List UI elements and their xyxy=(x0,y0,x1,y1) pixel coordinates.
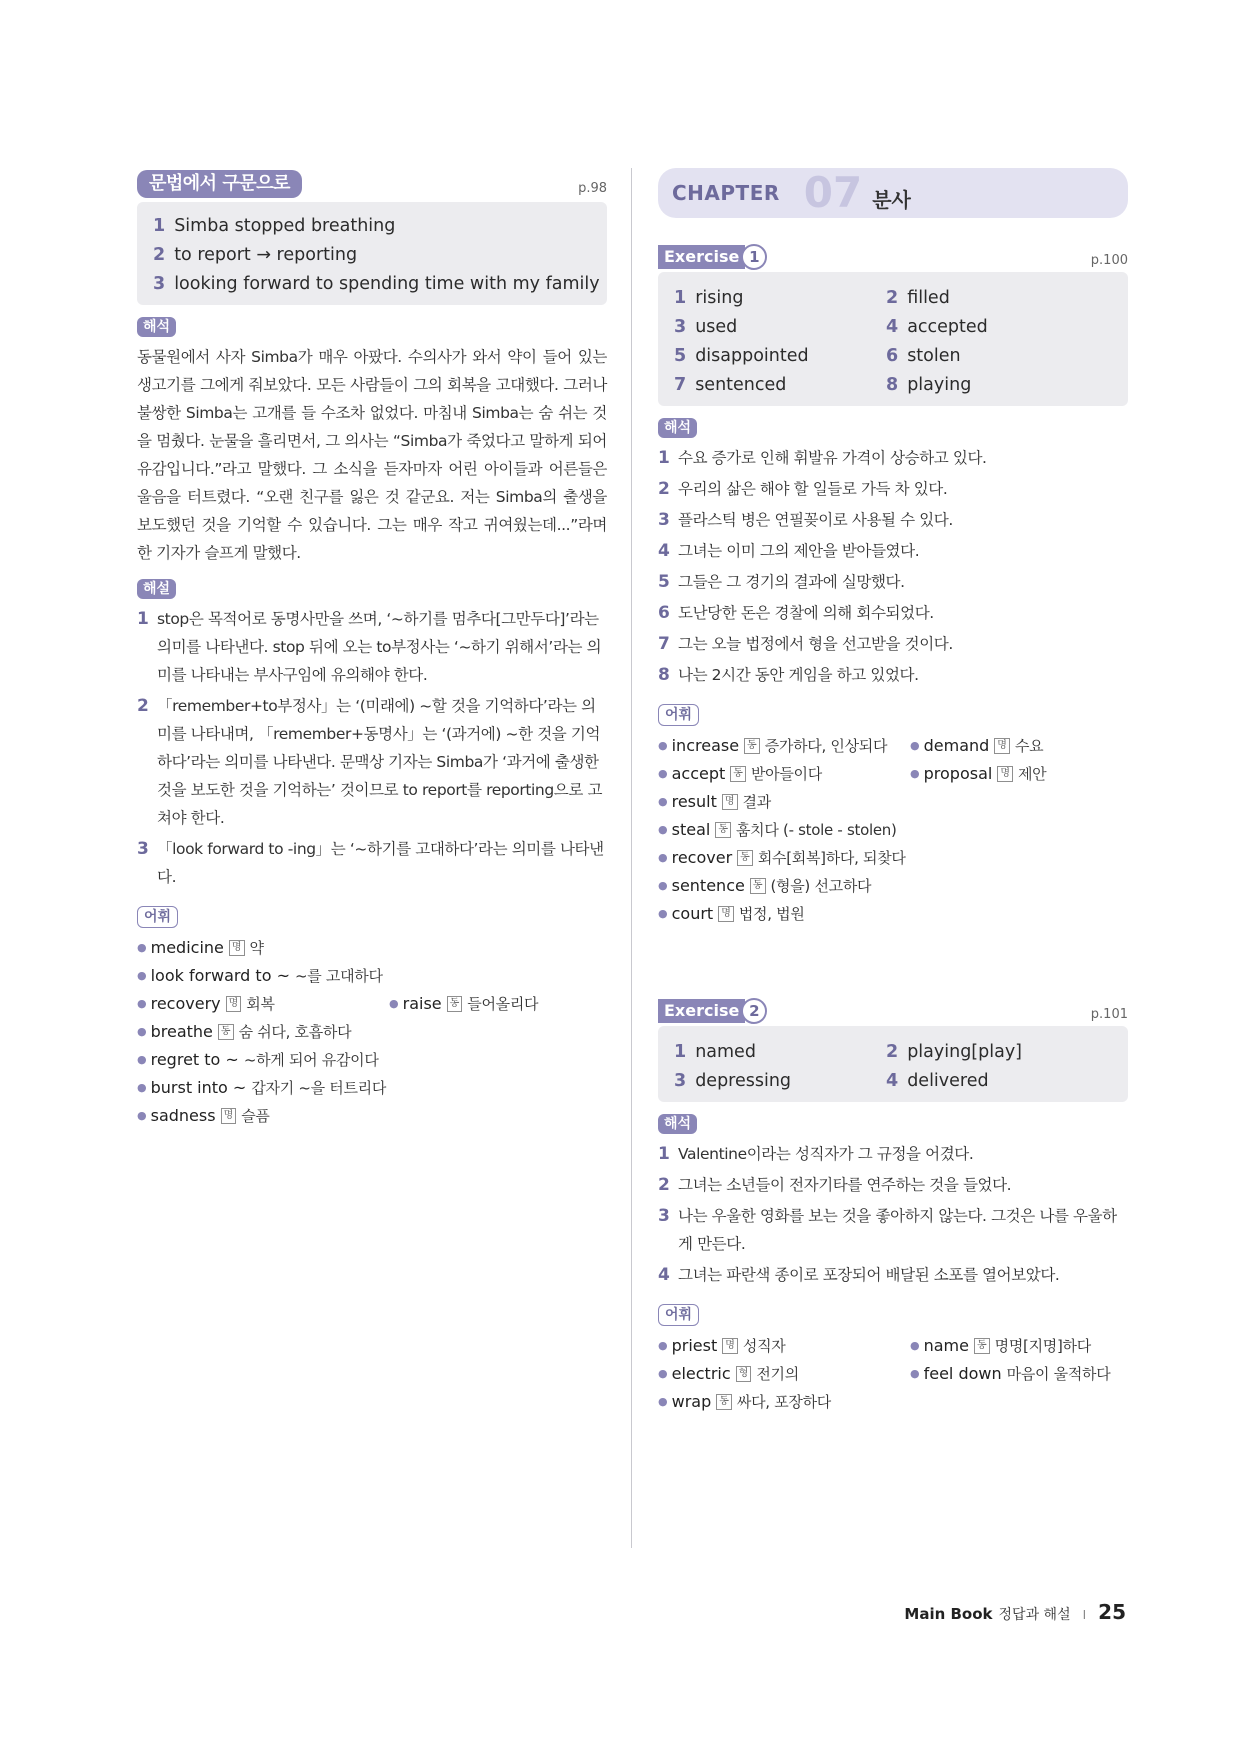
answer-number: 6 xyxy=(886,346,899,366)
answer-text: delivered xyxy=(907,1071,989,1091)
answer-row xyxy=(886,342,1112,371)
vocab-meaning: 회복 xyxy=(246,995,275,1013)
vocab-word: demand xyxy=(923,736,990,755)
vocab-item xyxy=(658,788,771,816)
part-of-speech-badge: 명 xyxy=(722,1338,738,1354)
vocab-word: electric xyxy=(671,1364,731,1383)
vocab-meaning: 싸다, 포장하다 xyxy=(736,1393,831,1411)
part-of-speech-badge: 동 xyxy=(447,996,463,1012)
explanation-number: 2 xyxy=(137,696,149,716)
answer-number: 3 xyxy=(674,1071,687,1091)
part-of-speech-badge: 동 xyxy=(218,1024,234,1040)
translation-item xyxy=(658,1261,1128,1289)
vocab-item xyxy=(910,760,1046,788)
vocab-meaning: 증가하다, 인상되다 xyxy=(764,737,888,755)
vocab-item xyxy=(137,1018,351,1046)
translation-number: 1 xyxy=(658,1144,670,1164)
bullet-icon: ● xyxy=(137,1053,147,1066)
vocab-word: proposal xyxy=(923,764,993,783)
answer-row xyxy=(886,284,1112,313)
translation-number: 5 xyxy=(658,572,670,592)
translation-tag: 해석 xyxy=(658,1114,697,1134)
exercise-badge xyxy=(658,244,767,270)
vocab-word: medicine xyxy=(150,938,224,957)
translation-number: 3 xyxy=(658,1206,670,1226)
answer-text: named xyxy=(695,1042,756,1062)
part-of-speech-badge: 명 xyxy=(226,996,242,1012)
chapter-header xyxy=(658,168,1128,218)
vocab-word: sentence xyxy=(671,876,745,895)
vocab-meaning: 받아들이다 xyxy=(750,765,822,783)
bullet-icon: ● xyxy=(137,997,147,1010)
vocab-item xyxy=(137,1046,379,1074)
vocab-word: increase xyxy=(671,736,740,755)
answer-box xyxy=(137,202,607,305)
answer-number: 4 xyxy=(886,1071,899,1091)
bullet-icon: ● xyxy=(137,1081,147,1094)
vocab-item xyxy=(658,1332,910,1360)
part-of-speech-badge: 동 xyxy=(744,738,760,754)
vocab-item xyxy=(658,872,871,900)
page-ref: p.101 xyxy=(1090,1007,1128,1022)
bullet-icon: ● xyxy=(658,907,668,920)
answer-row xyxy=(674,371,886,400)
vocab-meaning: ~하게 되어 유감이다 xyxy=(243,1051,379,1069)
vocab-meaning: 결과 xyxy=(742,793,771,811)
vocab-meaning: 법정, 법원 xyxy=(738,905,805,923)
translation-text: 플라스틱 병은 연필꽂이로 사용될 수 있다. xyxy=(678,511,953,529)
vocab-meaning: 제안 xyxy=(1017,765,1047,783)
bullet-icon: ● xyxy=(658,851,668,864)
answer-text: playing xyxy=(907,375,972,395)
answer-number: 1 xyxy=(674,288,687,308)
vocab-word: court xyxy=(671,904,714,923)
vocab-item xyxy=(658,844,906,872)
part-of-speech-badge: 형 xyxy=(736,1366,752,1382)
translation-tag: 해석 xyxy=(658,418,697,438)
answer-box xyxy=(658,272,1128,406)
part-of-speech-badge: 동 xyxy=(716,1394,732,1410)
part-of-speech-badge: 명 xyxy=(718,906,734,922)
vocab-word: burst into ~ xyxy=(150,1078,247,1097)
answer-row xyxy=(674,284,886,313)
translation-text: 그들은 그 경기의 결과에 실망했다. xyxy=(678,573,905,591)
answer-number: 2 xyxy=(886,1042,899,1062)
bullet-icon: ● xyxy=(910,767,920,780)
answer-text: sentenced xyxy=(695,375,787,395)
answer-text: used xyxy=(695,317,738,337)
answer-row xyxy=(674,1067,886,1096)
translation-number: 4 xyxy=(658,1265,670,1285)
translation-text: 그녀는 소년들이 전자기타를 연주하는 것을 들었다. xyxy=(678,1176,1012,1194)
part-of-speech-badge: 동 xyxy=(974,1338,990,1354)
vocab-tag: 어휘 xyxy=(658,704,699,726)
answer-number: 5 xyxy=(674,346,687,366)
footer-subtitle: 정답과 해설 xyxy=(998,1607,1071,1623)
section-title: 문법에서 구문으로 xyxy=(137,170,302,198)
answer-row xyxy=(674,342,886,371)
page-footer xyxy=(904,1600,1126,1624)
vocab-word: look forward to ~ xyxy=(150,966,290,985)
translation-number: 3 xyxy=(658,510,670,530)
exercise-2-header xyxy=(658,996,1128,1024)
answer-row xyxy=(153,270,600,299)
exercise-badge xyxy=(658,998,767,1024)
answer-text: stolen xyxy=(907,346,961,366)
exercise-number: 1 xyxy=(741,244,767,270)
part-of-speech-badge: 동 xyxy=(715,822,731,838)
answer-text: depressing xyxy=(695,1071,792,1091)
translation-item xyxy=(658,599,1128,627)
explanation-tag: 해설 xyxy=(137,579,176,599)
vocab-meaning: 슬픔 xyxy=(241,1107,270,1125)
vocab-meaning: 전기의 xyxy=(756,1365,799,1383)
vocab-meaning: 명명[지명]하다 xyxy=(994,1337,1091,1355)
explanation-number: 1 xyxy=(137,609,149,629)
page-ref: p.100 xyxy=(1090,253,1128,268)
answer-text: to report → reporting xyxy=(174,245,358,265)
vocab-tag: 어휘 xyxy=(137,906,178,928)
bullet-icon: ● xyxy=(658,823,668,836)
bullet-icon: ● xyxy=(137,1109,147,1122)
vocab-list xyxy=(658,1332,1128,1416)
vocab-meaning: 약 xyxy=(249,939,264,957)
part-of-speech-badge: 명 xyxy=(997,766,1013,782)
translation-item xyxy=(658,1202,1128,1258)
translation-text: 도난당한 돈은 경찰에 의해 회수되었다. xyxy=(678,604,934,622)
bullet-icon: ● xyxy=(658,795,668,808)
translation-text: 그녀는 파란색 종이로 포장되어 배달된 소포를 열어보았다. xyxy=(678,1266,1060,1284)
bullet-icon: ● xyxy=(137,1025,147,1038)
answer-number: 1 xyxy=(153,216,166,236)
vocab-tag: 어휘 xyxy=(658,1304,699,1326)
answer-row xyxy=(674,313,886,342)
answer-number: 1 xyxy=(674,1042,687,1062)
vocab-word: result xyxy=(671,792,717,811)
answer-number: 3 xyxy=(674,317,687,337)
translation-item xyxy=(658,506,1128,534)
chapter-number: 07 xyxy=(803,168,863,217)
vocab-item xyxy=(658,732,910,760)
column-divider xyxy=(631,168,632,1548)
translation-item xyxy=(658,661,1128,689)
answer-row xyxy=(153,241,591,270)
answer-text: accepted xyxy=(907,317,988,337)
exercise-number: 2 xyxy=(741,998,767,1024)
exercise-label: Exercise xyxy=(658,245,745,269)
part-of-speech-badge: 명 xyxy=(229,940,245,956)
vocab-meaning: 숨 쉬다, 호흡하다 xyxy=(238,1023,352,1041)
vocab-item xyxy=(658,816,897,844)
vocab-word: accept xyxy=(671,764,726,783)
answer-row xyxy=(886,313,1112,342)
translation-item xyxy=(658,1171,1128,1199)
vocab-list xyxy=(658,732,1128,928)
vocab-word: regret to ~ xyxy=(150,1050,239,1069)
right-column xyxy=(658,168,1128,1416)
vocab-word: priest xyxy=(671,1336,718,1355)
vocab-meaning: 수요 xyxy=(1014,737,1044,755)
explanation-text: stop은 목적어로 동명사만을 쓰며, ‘~하기를 멈추다[그만두다]’라는 의미를 나타낸다. stop 뒤에 오는 to부정사는 ‘~하기 위해서’라는 의미를 나타내는 부사구임에 유의해야 한다. xyxy=(157,610,602,684)
bullet-icon: ● xyxy=(389,997,399,1010)
answer-text: disappointed xyxy=(695,346,809,366)
translation-number: 2 xyxy=(658,479,670,499)
vocab-item xyxy=(137,934,264,962)
part-of-speech-badge: 동 xyxy=(750,878,766,894)
bullet-icon: ● xyxy=(658,1367,668,1380)
vocab-meaning: 갑자기 ~을 터트리다 xyxy=(251,1079,387,1097)
vocab-meaning: ~를 고대하다 xyxy=(294,967,383,985)
vocab-word: wrap xyxy=(671,1392,712,1411)
answer-text: looking forward to spending time with my family xyxy=(174,274,600,294)
answer-text: filled xyxy=(907,288,950,308)
answer-text: rising xyxy=(695,288,744,308)
vocab-item xyxy=(910,1332,1091,1360)
bullet-icon: ● xyxy=(658,739,668,752)
vocab-word: recovery xyxy=(150,994,221,1013)
vocab-item xyxy=(658,760,910,788)
translation-number: 8 xyxy=(658,665,670,685)
vocab-word: feel down xyxy=(923,1364,1002,1383)
translation-paragraph: 동물원에서 사자 Simba가 매우 아팠다. 수의사가 와서 약이 들어 있는 생고기를 그에게 줘보았다. 모든 사람들이 그의 회복을 고대했다. 그러나 불쌍한 Simba는 고개를 들 수조차 없었다. 마침내 Simba는 숨 쉬는 것을 멈췄다. 눈물을 흘리면서, 그 의사는 “Simba가 죽었다고 말하게 되어 유감입니다.”라고 말했다. 그 소식을 듣자마자 어린 아이들과 어른들은 울음을 터트렸다. “오랜 친구를 잃은 것 같군요. 저는 Simba의 출생을 보도했던 것을 기억할 수 있습니다. 그는 매우 작고 귀여웠는데...”라며 한 기자가 슬프게 말했다. xyxy=(137,348,607,562)
page-number: 25 xyxy=(1098,1600,1126,1624)
translation-item xyxy=(658,1140,1128,1168)
translation-number: 1 xyxy=(658,448,670,468)
bullet-icon: ● xyxy=(658,1395,668,1408)
vocab-item xyxy=(137,990,389,1018)
translation-number: 2 xyxy=(658,1175,670,1195)
vocab-meaning: 훔치다 (- stole - stolen) xyxy=(735,821,897,839)
explanation-item xyxy=(137,605,607,689)
translation-number: 6 xyxy=(658,603,670,623)
part-of-speech-badge: 동 xyxy=(730,766,746,782)
bullet-icon: ● xyxy=(658,879,668,892)
vocab-item xyxy=(658,1360,910,1388)
bullet-icon: ● xyxy=(910,1367,920,1380)
translation-number: 7 xyxy=(658,634,670,654)
translation-item xyxy=(658,630,1128,658)
bullet-icon: ● xyxy=(910,739,920,752)
vocab-list xyxy=(137,934,607,1130)
explanation-number: 3 xyxy=(137,839,149,859)
exercise-label: Exercise xyxy=(658,999,745,1023)
translation-text: 수요 증가로 인해 휘발유 가격이 상승하고 있다. xyxy=(678,449,987,467)
vocab-word: steal xyxy=(671,820,711,839)
section-header xyxy=(137,168,607,198)
translation-tag: 해석 xyxy=(137,317,176,337)
translation-number: 4 xyxy=(658,541,670,561)
answer-number: 2 xyxy=(886,288,899,308)
vocab-item xyxy=(137,1102,270,1130)
part-of-speech-badge: 명 xyxy=(994,738,1010,754)
chapter-title: 분사 xyxy=(872,187,911,212)
chapter-label: CHAPTER xyxy=(672,181,780,205)
answer-number: 2 xyxy=(153,245,166,265)
answer-text: playing[play] xyxy=(907,1042,1023,1062)
part-of-speech-badge: 명 xyxy=(221,1108,237,1124)
translation-text: 나는 우울한 영화를 보는 것을 좋아하지 않는다. 그것은 나를 우울하게 만든다. xyxy=(678,1207,1117,1253)
explanation-text: 「look forward to -ing」는 ‘~하기를 고대하다’라는 의미를 나타낸다. xyxy=(157,840,604,886)
translation-text: 그녀는 이미 그의 제안을 받아들였다. xyxy=(678,542,920,560)
answer-row xyxy=(153,212,591,241)
answer-row xyxy=(886,1038,1112,1067)
vocab-item xyxy=(137,962,383,990)
vocab-item xyxy=(389,990,538,1018)
vocab-word: name xyxy=(923,1336,969,1355)
translation-item xyxy=(658,475,1128,503)
bullet-icon: ● xyxy=(910,1339,920,1352)
answer-row xyxy=(886,1067,1112,1096)
part-of-speech-badge: 명 xyxy=(722,794,738,810)
translation-text: 나는 2시간 동안 게임을 하고 있었다. xyxy=(678,666,919,684)
vocab-meaning: 들어올리다 xyxy=(467,995,539,1013)
translation-text: Valentine이라는 성직자가 그 규정을 어겼다. xyxy=(678,1145,974,1163)
vocab-meaning: 성직자 xyxy=(742,1337,786,1355)
translation-item xyxy=(658,568,1128,596)
vocab-word: breathe xyxy=(150,1022,213,1041)
translation-text: 우리의 삶은 해야 할 일들로 가득 차 있다. xyxy=(678,480,948,498)
answer-number: 8 xyxy=(886,375,899,395)
vocab-word: sadness xyxy=(150,1106,216,1125)
left-column xyxy=(137,168,607,1130)
vocab-item xyxy=(658,1388,831,1416)
bullet-icon: ● xyxy=(658,1339,668,1352)
vocab-item xyxy=(137,1074,386,1102)
answer-number: 7 xyxy=(674,375,687,395)
vocab-word: raise xyxy=(402,994,442,1013)
part-of-speech-badge: 동 xyxy=(737,850,753,866)
answer-row xyxy=(886,371,1112,400)
bullet-icon: ● xyxy=(137,969,147,982)
vocab-item xyxy=(658,900,805,928)
vocab-meaning: 회수[회복]하다, 되찾다 xyxy=(757,849,906,867)
answer-number: 3 xyxy=(153,274,166,294)
answer-row xyxy=(674,1038,886,1067)
footer-book-name: Main Book xyxy=(904,1605,993,1623)
explanation-text: 「remember+to부정사」는 ‘(미래에) ~할 것을 기억하다’라는 의미를 나타내며, 「remember+동명사」는 ‘(과거에) ~한 것을 기억하다’라는 의미를 나타낸다. 문맥상 기자는 Simba가 ‘과거에 출생한 것을 보도한 것을 기억하는’ 것이므로 to report를 reporting으로 고쳐야 한다. xyxy=(157,697,603,827)
answer-box xyxy=(658,1026,1128,1102)
vocab-word: recover xyxy=(671,848,733,867)
vocab-meaning: (형을) 선고하다 xyxy=(770,877,872,895)
explanation-item xyxy=(137,692,607,832)
page-ref: p.98 xyxy=(578,181,607,196)
answer-number: 4 xyxy=(886,317,899,337)
exercise-1-header xyxy=(658,242,1128,270)
explanation-item xyxy=(137,835,607,891)
vocab-item xyxy=(910,1360,1110,1388)
bullet-icon: ● xyxy=(658,767,668,780)
answer-text: Simba stopped breathing xyxy=(174,216,396,236)
bullet-icon: ● xyxy=(137,941,147,954)
vocab-meaning: 마음이 울적하다 xyxy=(1006,1365,1111,1383)
translation-text: 그는 오늘 법정에서 형을 선고받을 것이다. xyxy=(678,635,953,653)
footer-separator: I xyxy=(1082,1608,1087,1622)
vocab-item xyxy=(910,732,1043,760)
translation-item xyxy=(658,444,1128,472)
translation-item xyxy=(658,537,1128,565)
